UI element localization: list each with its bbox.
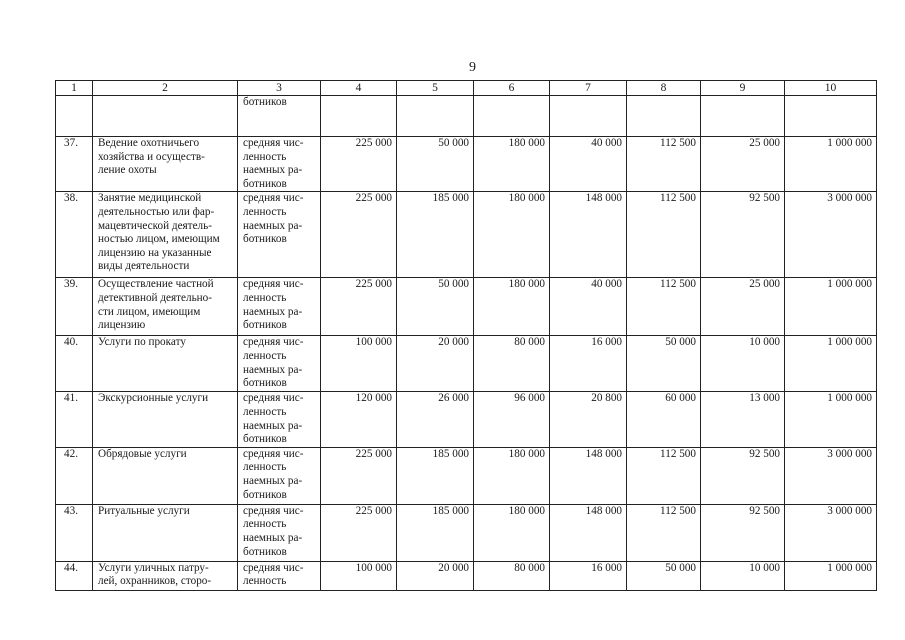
cell-value-col-5: 185 000 <box>397 192 474 278</box>
cell-value-col-4: 225 000 <box>321 137 397 192</box>
cell-activity-name <box>93 392 238 447</box>
table-row <box>56 561 877 590</box>
cell-value-col-7: 148 000 <box>550 504 627 561</box>
indicator-line: средняя чис- <box>243 447 304 460</box>
cell-value-col-9: 92 500 <box>701 192 785 278</box>
cell-value-col-8: 112 500 <box>627 192 701 278</box>
activity-name-line: виды деятельности <box>98 260 190 273</box>
indicator-line: средняя чис- <box>243 504 304 517</box>
column-header: 5 <box>397 81 474 96</box>
cell-value-col-8: 60 000 <box>627 392 701 447</box>
activity-name-line: деятельностью или фар- <box>98 205 215 218</box>
cell-activity-name <box>93 561 238 590</box>
cell-empty <box>785 96 877 137</box>
cell-empty <box>397 96 474 137</box>
cell-value-col-10: 3 000 000 <box>785 192 877 278</box>
cell-row-number: 44. <box>56 561 93 590</box>
cell-physical-indicator <box>238 137 321 192</box>
table-row <box>56 447 877 504</box>
activity-name-line: Экскурсионные услуги <box>98 392 209 405</box>
cell-value-col-7: 40 000 <box>550 137 627 192</box>
indicator-line: ботников <box>243 177 287 190</box>
column-header: 6 <box>474 81 550 96</box>
activity-name-line: ностью лицом, имеющим <box>98 233 220 246</box>
indicator-line: наемных ра- <box>243 531 303 544</box>
indicator-line: наемных ра- <box>243 363 303 376</box>
activity-name-line: хозяйства и осуществ- <box>98 150 205 163</box>
cell-value-col-10: 3 000 000 <box>785 504 877 561</box>
cell-value-col-10: 1 000 000 <box>785 336 877 392</box>
cell-value-col-10: 1 000 000 <box>785 278 877 336</box>
cell-value-col-6: 180 000 <box>474 504 550 561</box>
indicator-line: наемных ра- <box>243 164 303 177</box>
indicator-line: наемных ра- <box>243 419 303 432</box>
cell-value-col-4: 225 000 <box>321 192 397 278</box>
cell-value-col-8: 50 000 <box>627 561 701 590</box>
cell-empty <box>321 96 397 137</box>
cell-value-col-9: 25 000 <box>701 137 785 192</box>
cell-value-col-5: 20 000 <box>397 336 474 392</box>
indicator-line: средняя чис- <box>243 137 304 149</box>
indicator-line: ленность <box>243 405 287 418</box>
cell-value-col-6: 80 000 <box>474 336 550 392</box>
cell-value-col-4: 225 000 <box>321 447 397 504</box>
cell-empty <box>93 96 238 137</box>
column-header: 2 <box>93 81 238 96</box>
cell-value-col-7: 148 000 <box>550 447 627 504</box>
indicator-line: ботников <box>243 233 287 246</box>
cell-physical-indicator <box>238 278 321 336</box>
cell-value-col-9: 25 000 <box>701 278 785 336</box>
cell-physical-indicator <box>238 392 321 447</box>
cell-activity-name <box>93 278 238 336</box>
activity-name-line: мацевтической деятель- <box>98 219 212 232</box>
indicator-line: ботников <box>243 488 287 501</box>
column-header: 8 <box>627 81 701 96</box>
column-header: 9 <box>701 81 785 96</box>
table-row <box>56 336 877 392</box>
activity-name-line: лицензию на указанные <box>98 246 212 259</box>
cell-value-col-8: 112 500 <box>627 504 701 561</box>
cell-physical-indicator <box>238 447 321 504</box>
indicator-line: ботников <box>243 319 287 332</box>
cell-value-col-5: 185 000 <box>397 504 474 561</box>
indicator-line: средняя чис- <box>243 336 304 349</box>
cell-value-col-4: 225 000 <box>321 504 397 561</box>
indicator-line: ленность <box>243 150 287 163</box>
cell-activity-name <box>93 336 238 392</box>
cell-value-col-5: 26 000 <box>397 392 474 447</box>
cell-value-col-7: 148 000 <box>550 192 627 278</box>
table-row <box>56 392 877 447</box>
cell-value-col-6: 180 000 <box>474 447 550 504</box>
cell-physical-indicator <box>238 336 321 392</box>
cell-physical-indicator <box>238 192 321 278</box>
indicator-line: ленность <box>243 575 287 588</box>
cell-value-col-4: 100 000 <box>321 336 397 392</box>
indicator-line: средняя чис- <box>243 278 304 291</box>
column-header: 1 <box>56 81 93 96</box>
indicator-line: ботников <box>243 545 287 558</box>
cell-value-col-4: 225 000 <box>321 278 397 336</box>
cell-value-col-8: 112 500 <box>627 447 701 504</box>
cell-value-col-8: 112 500 <box>627 137 701 192</box>
cell-row-number: 37. <box>56 137 93 192</box>
cell-empty <box>56 96 93 137</box>
cell-activity-name <box>93 192 238 278</box>
header-row <box>56 81 877 96</box>
cell-value-col-7: 16 000 <box>550 561 627 590</box>
cell-value-col-7: 16 000 <box>550 336 627 392</box>
cell-activity-name <box>93 447 238 504</box>
cell-value-col-8: 50 000 <box>627 336 701 392</box>
cell-base-continuation: ботников <box>238 96 321 137</box>
indicator-line: средняя чис- <box>243 192 304 205</box>
activity-name-line: Обрядовые услуги <box>98 447 187 460</box>
continuation-row <box>56 96 877 137</box>
cell-row-number: 39. <box>56 278 93 336</box>
indicator-line: наемных ра- <box>243 219 303 232</box>
indicator-line: ботников <box>243 433 287 446</box>
column-header: 4 <box>321 81 397 96</box>
cell-row-number: 38. <box>56 192 93 278</box>
indicator-line: ленность <box>243 291 287 304</box>
activity-name-line: лей, охранников, сторо- <box>98 575 212 588</box>
indicator-line: наемных ра- <box>243 305 303 318</box>
activity-name-line: Услуги по прокату <box>98 336 186 349</box>
cell-value-col-6: 180 000 <box>474 192 550 278</box>
indicator-line: средняя чис- <box>243 392 304 405</box>
column-header: 10 <box>785 81 877 96</box>
cell-row-number: 42. <box>56 447 93 504</box>
cell-empty <box>627 96 701 137</box>
activity-name-line: Услуги уличных патру- <box>98 561 209 574</box>
cell-value-col-5: 50 000 <box>397 278 474 336</box>
indicator-line: ленность <box>243 349 287 362</box>
column-header: 7 <box>550 81 627 96</box>
indicator-line: ленность <box>243 518 287 531</box>
cell-value-col-10: 1 000 000 <box>785 392 877 447</box>
cell-value-col-8: 112 500 <box>627 278 701 336</box>
cell-value-col-5: 20 000 <box>397 561 474 590</box>
cell-value-col-10: 1 000 000 <box>785 137 877 192</box>
cell-empty <box>701 96 785 137</box>
table-row <box>56 137 877 192</box>
cell-value-col-5: 50 000 <box>397 137 474 192</box>
cell-value-col-9: 92 500 <box>701 504 785 561</box>
indicator-line: средняя чис- <box>243 561 304 574</box>
cell-empty <box>474 96 550 137</box>
cell-value-col-6: 96 000 <box>474 392 550 447</box>
cell-activity-name <box>93 504 238 561</box>
cell-value-col-7: 40 000 <box>550 278 627 336</box>
tax-rate-table <box>55 80 877 591</box>
indicator-line: ленность <box>243 205 287 218</box>
cell-value-col-5: 185 000 <box>397 447 474 504</box>
table-row <box>56 504 877 561</box>
page-number: 9 <box>469 60 476 75</box>
activity-name-line: сти лицом, имеющим <box>98 305 201 318</box>
cell-value-col-7: 20 800 <box>550 392 627 447</box>
cell-value-col-6: 80 000 <box>474 561 550 590</box>
cell-value-col-4: 100 000 <box>321 561 397 590</box>
cell-value-col-9: 10 000 <box>701 336 785 392</box>
cell-row-number: 43. <box>56 504 93 561</box>
cell-row-number: 40. <box>56 336 93 392</box>
cell-empty <box>550 96 627 137</box>
activity-name-line: Ритуальные услуги <box>98 504 190 517</box>
cell-activity-name <box>93 137 238 192</box>
indicator-line: ботников <box>243 377 287 390</box>
cell-row-number: 41. <box>56 392 93 447</box>
cell-value-col-10: 1 000 000 <box>785 561 877 590</box>
cell-physical-indicator <box>238 561 321 590</box>
activity-name-line: Занятие медицинской <box>98 192 202 205</box>
activity-name-line: детективной деятельно- <box>98 291 212 304</box>
column-header: 3 <box>238 81 321 96</box>
cell-physical-indicator <box>238 504 321 561</box>
activity-name-line: лицензию <box>98 319 146 332</box>
indicator-line: ленность <box>243 461 287 474</box>
activity-name-line: Ведение охотничьего <box>98 137 200 149</box>
cell-value-col-9: 13 000 <box>701 392 785 447</box>
cell-value-col-9: 10 000 <box>701 561 785 590</box>
activity-name-line: Осуществление частной <box>98 278 214 291</box>
cell-value-col-4: 120 000 <box>321 392 397 447</box>
indicator-line: наемных ра- <box>243 474 303 487</box>
table-row <box>56 192 877 278</box>
cell-value-col-6: 180 000 <box>474 278 550 336</box>
cell-value-col-9: 92 500 <box>701 447 785 504</box>
cell-value-col-10: 3 000 000 <box>785 447 877 504</box>
activity-name-line: ление охоты <box>98 164 157 177</box>
table-row <box>56 278 877 336</box>
tax-rate-table-wrapper <box>55 80 877 591</box>
cell-value-col-6: 180 000 <box>474 137 550 192</box>
